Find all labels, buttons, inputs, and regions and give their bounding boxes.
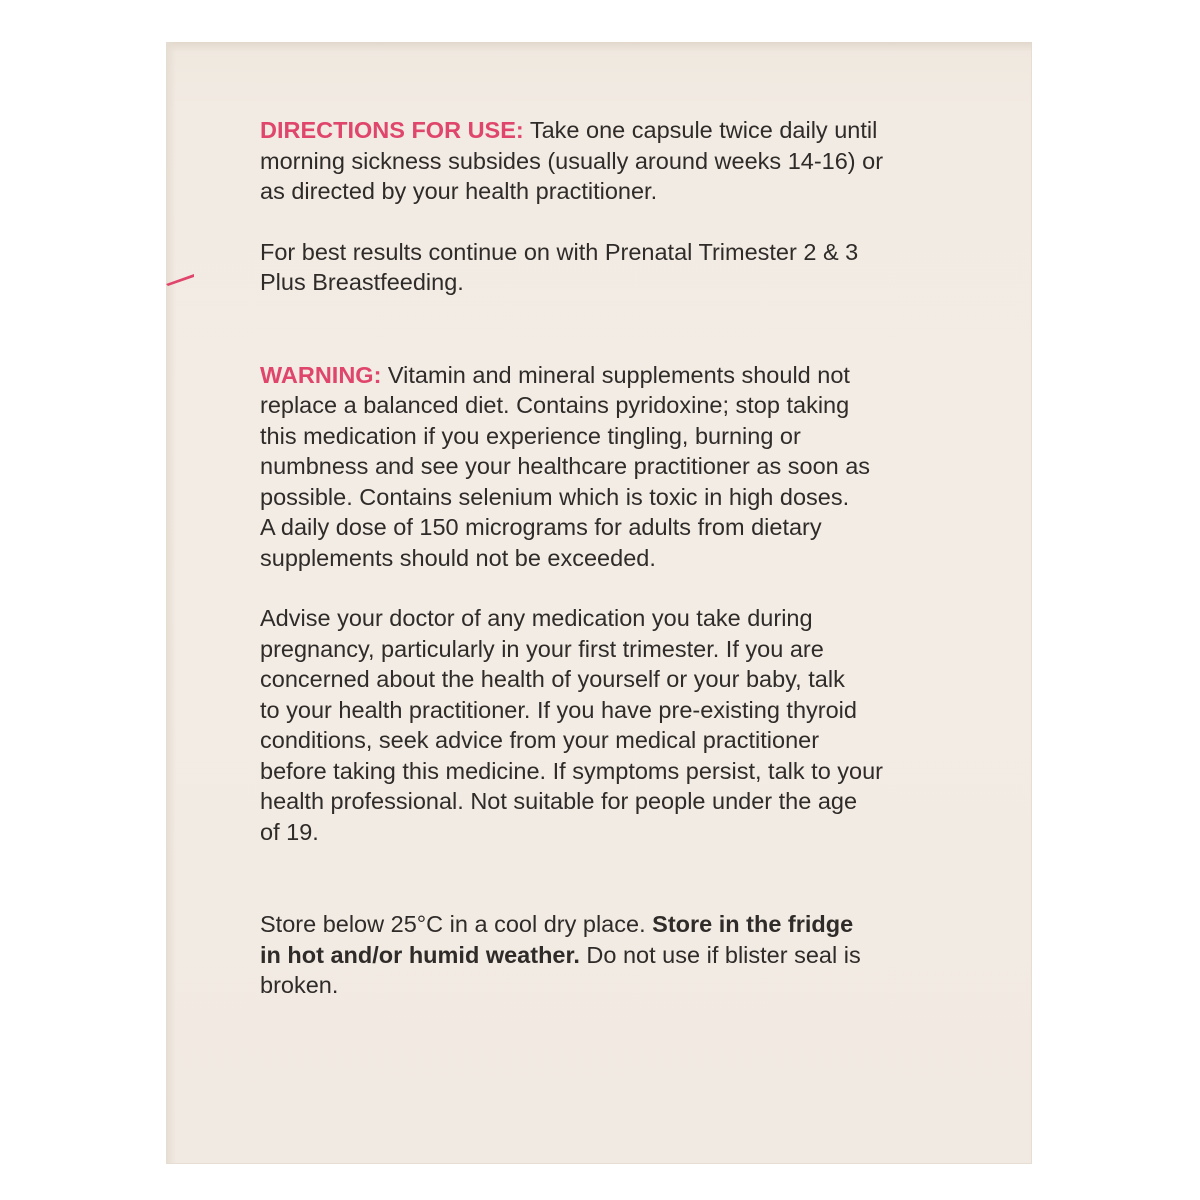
advice-paragraph: Advise your doctor of any medication you take during pregnancy, particularly in your first trimester. If you are concerned about the health of yourself or your baby, talk to your health practitioner. If you have pre-existing thyroid conditions, seek advice from your medical practitioner before taking this medicine. If symptoms persist, talk to your health professional. Not suitable for people under the age of 19.: [260, 605, 884, 845]
pink-swoosh-mark: [166, 270, 194, 286]
best-results-paragraph: For best results continue on with Prenatal Trimester 2 & 3 Plus Breastfeeding.: [260, 238, 859, 295]
warning-heading: WARNING:: [260, 361, 382, 388]
directions-paragraph: [260, 115, 960, 207]
directions-text: Take one capsule twice daily until morning sickness subsides (usually around weeks 14-16) or as directed by your health practitioner.: [260, 117, 884, 204]
warning-text: Vitamin and mineral supplements should not replace a balanced diet. Contains pyridoxine; stop taking this medication if you experience tingling, burning or numbness and see your healthcare practitioner as soon as possible. Contains selenium which is toxic in high doses. A daily dose of 150 micrograms for adults from dietary supplements should not be exceeded.: [260, 361, 871, 571]
label-text-block: [260, 115, 960, 1001]
storage-paragraph: [260, 909, 960, 1001]
storage-bold-text: Store in the fridge in hot and/or humid weather.: [260, 911, 854, 968]
warning-paragraph: [260, 360, 960, 574]
storage-text-after: Do not use if blister seal is broken.: [260, 941, 861, 998]
storage-text: Store below 25°C in a cool dry place.: [260, 911, 653, 937]
directions-heading: DIRECTIONS FOR USE:: [260, 117, 524, 143]
